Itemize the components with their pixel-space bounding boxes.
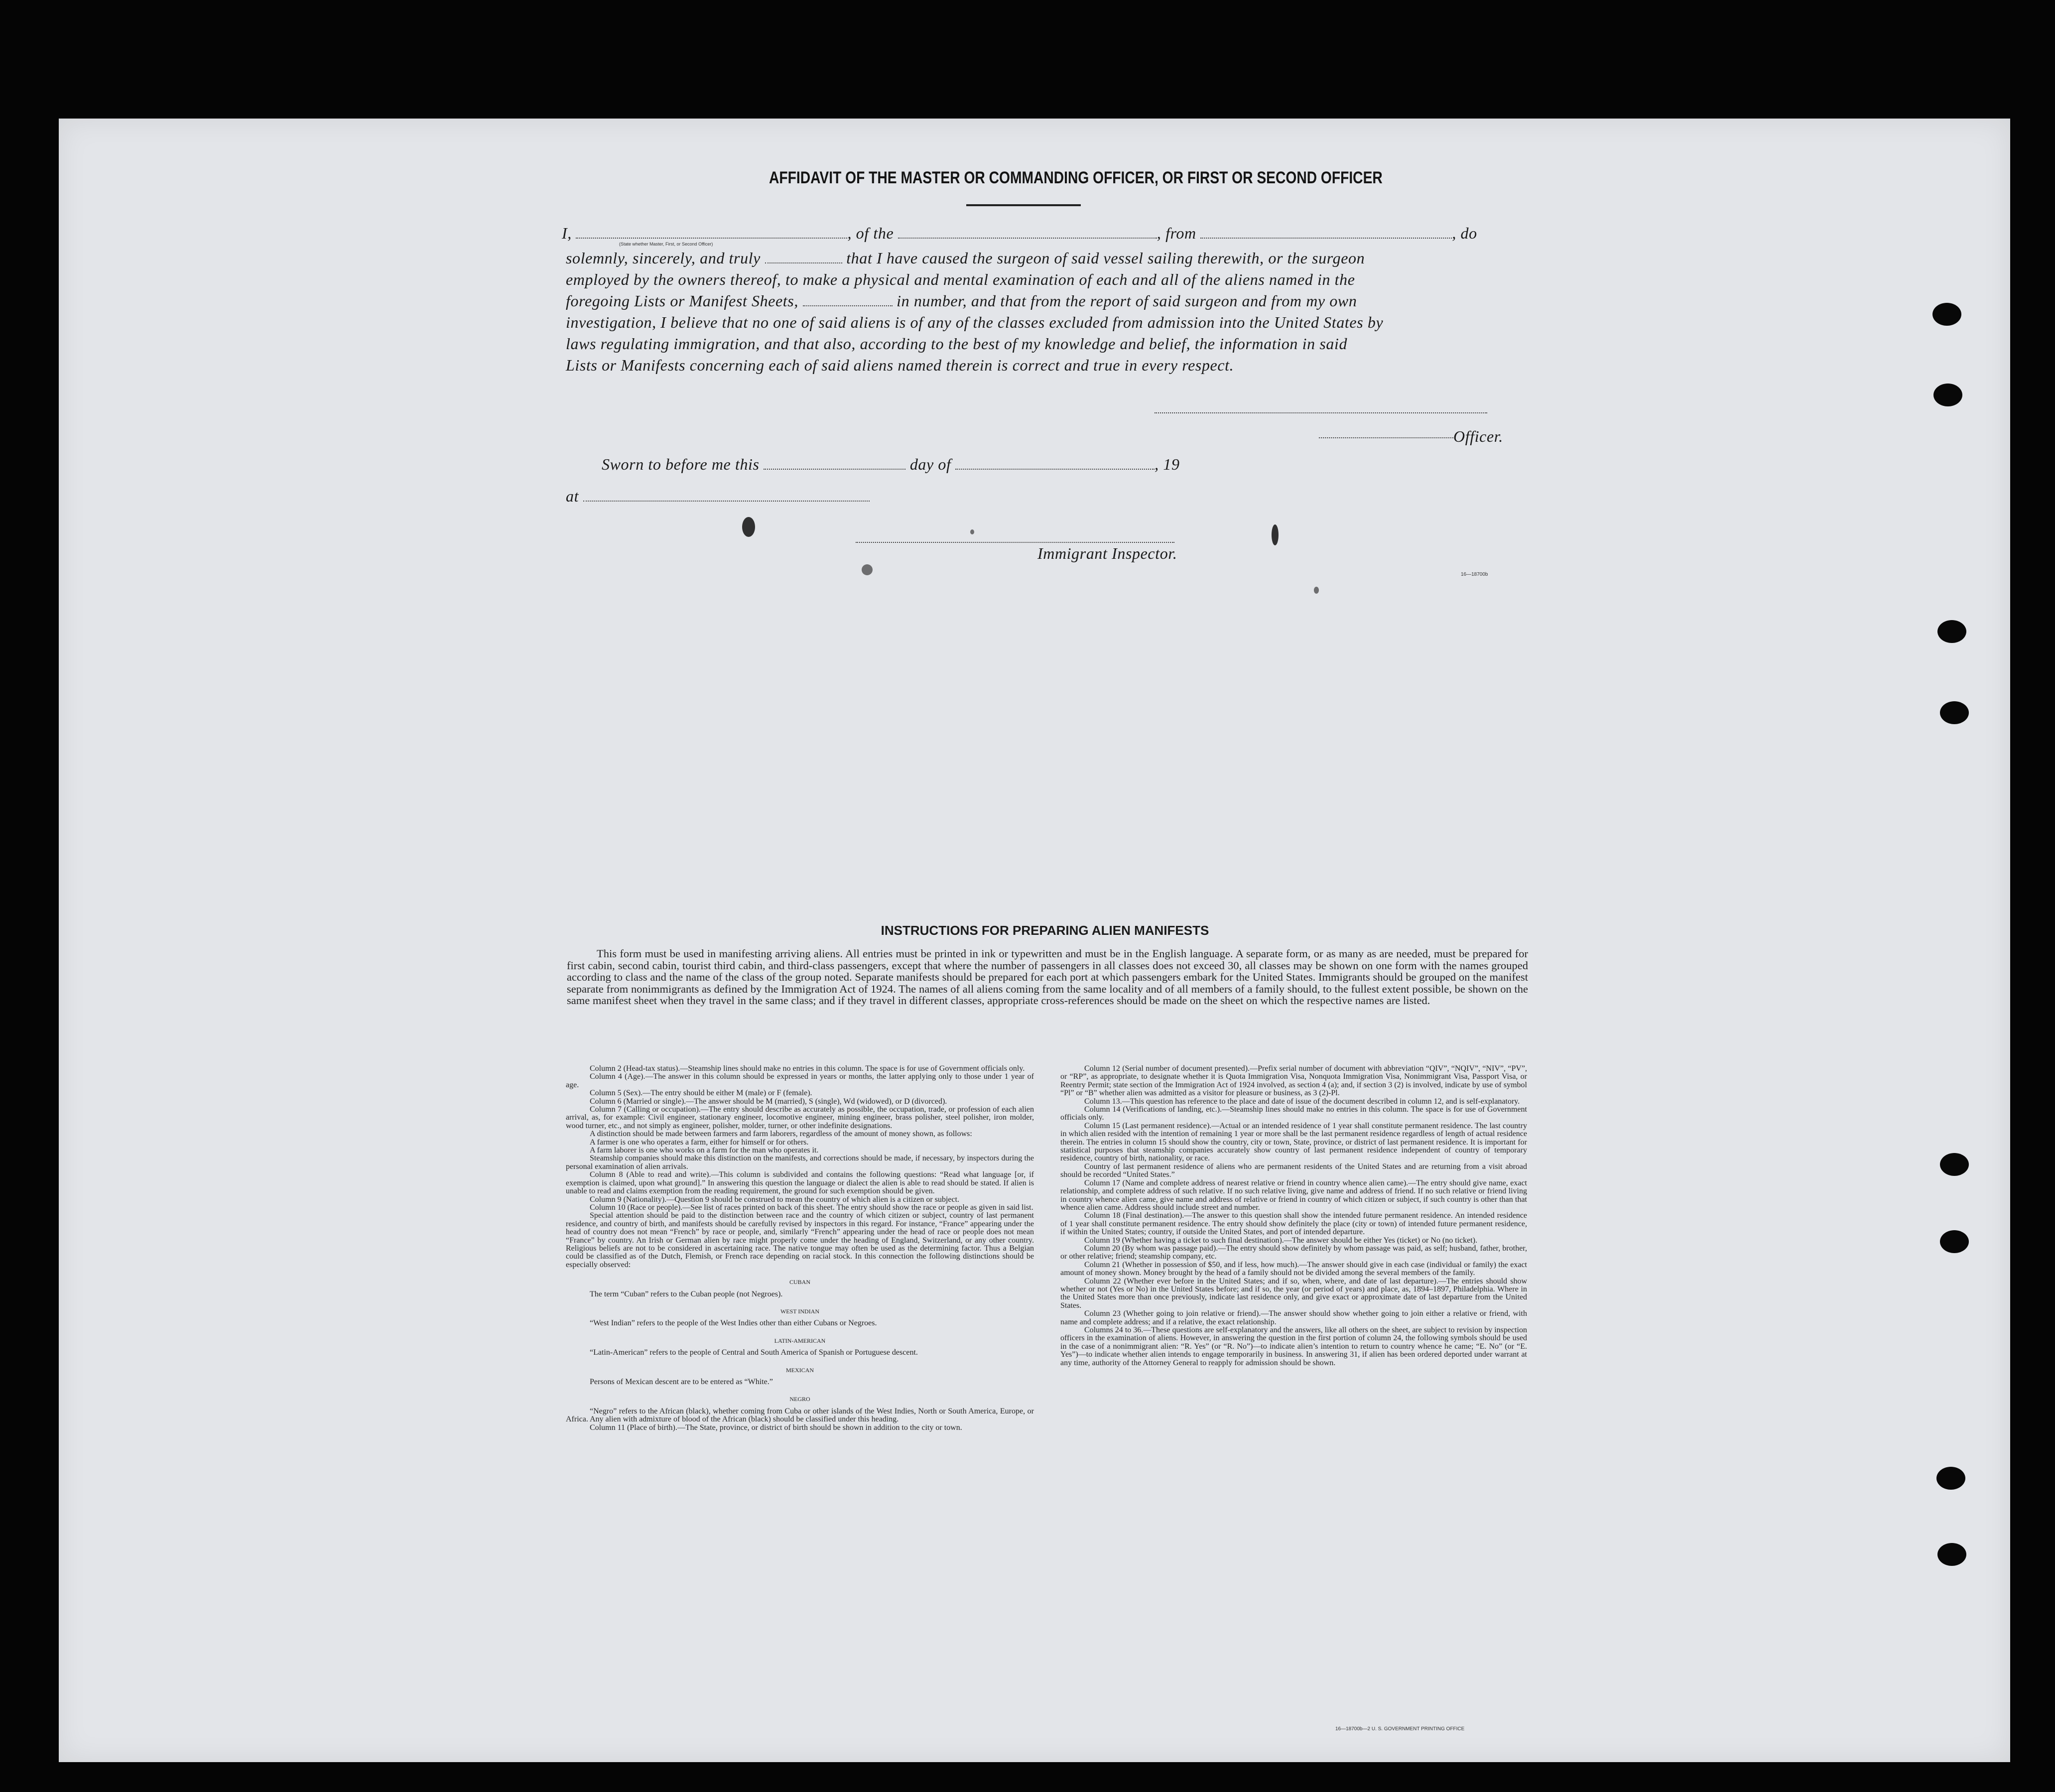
section-heading: MEXICAN <box>786 1366 814 1374</box>
alien-count-field[interactable] <box>803 304 893 306</box>
text-of-the: , of the <box>847 224 894 242</box>
instruction-paragraph: Special attention should be paid to the distinction between race and the country of which citizen or subject, country of last permanent residence, and country of birth, and manifests should be carefully revised by inspectors in this regard. For instance, “France” appearing under the head of country does not mean “French” by race or people, and, similarly “French” appearing under the head of race or people does not mean “France” by country. An Irish or German alien by race might properly come under the heading of England, Switzerland, or any other country. Religious beliefs are not to be considered in ascertaining race. The native tongue may often be used as the determining factor. Thus a Belgian could be classified as of the Dutch, Flemish, or French race depending on racial stock. In this connection the following distinctions should be especially observed: <box>566 1211 1034 1269</box>
instruction-paragraph: “Negro” refers to the African (black), whether coming from Cuba or other islands of the West Indies, North or South America, Europe, or Africa. Any alien with admixture of blood of the African (black) should be classified under this heading. <box>566 1407 1034 1424</box>
binder-hole <box>1937 1543 1966 1566</box>
gpo-footer: 16—18700b—2 U. S. GOVERNMENT PRINTING OFFICE <box>1335 1726 1465 1732</box>
instruction-paragraph: Column 8 (Able to read and write).—This column is subdivided and contains the following questions: “Read what language [or, if exemption is claimed, upon what ground].” In answering this question the language or dialect the alien is able to read should be stated. If alien is unable to read and claims exemption from the reading requirement, the ground for such exemption should be given. <box>566 1170 1034 1196</box>
instructions-title: INSTRUCTIONS FOR PREPARING ALIEN MANIFESTS <box>881 923 1209 938</box>
instruction-paragraph: The term “Cuban” refers to the Cuban people (not Negroes). <box>590 1289 783 1298</box>
signature-line[interactable] <box>1155 412 1487 413</box>
section-heading: CUBAN <box>789 1279 810 1286</box>
text-foregoing: foregoing Lists or Manifest Sheets, <box>566 292 798 310</box>
affidavit-line-3: employed by the owners thereof, to make a physical and mental examination of each and all of the aliens named in the <box>566 270 1355 288</box>
section-heading: LATIN-AMERICAN <box>774 1337 826 1344</box>
sworn-month-field[interactable] <box>955 468 1155 470</box>
section-heading: WEST INDIAN <box>780 1307 820 1315</box>
binder-hole <box>1940 1230 1969 1253</box>
text-at: at <box>566 487 579 505</box>
text-day-of: day of <box>909 455 951 473</box>
text-sworn: Sworn to before me this <box>602 455 760 473</box>
ink-stain <box>742 517 755 537</box>
section-heading: NEGRO <box>789 1396 810 1403</box>
instruction-paragraph: Steamship companies should make this distinction on the manifests, and corrections should be made, if necessary, by inspectors during the personal examination of alien arrivals. <box>566 1154 1034 1171</box>
binder-hole <box>1933 384 1962 406</box>
officer-rank-field[interactable] <box>576 237 847 239</box>
officer-label: Officer. <box>1453 427 1503 445</box>
instruction-paragraph: Persons of Mexican descent are to be entered as “White.” <box>590 1378 773 1386</box>
instruction-paragraph: Column 20 (By whom was passage paid).—The entry should show definitely by whom passage was paid, as self; husband, father, brother, or other relative; friend; steamship company, etc. <box>1060 1244 1527 1261</box>
text-i: I, <box>562 224 572 242</box>
instruction-paragraph: Column 22 (Whether ever before in the United States; and if so, when, where, and date of last departure).—The entries should show whether or not (Yes or No) in the United States before; and if so, the year (or period of years) and place, as, 1894–1897, Philadelphia. Where in the United States more than once previously, indicate last residence only, and give exact or approximate date of last departure from the United States. <box>1060 1277 1527 1310</box>
instruction-paragraph: A distinction should be made between farmers and farm laborers, regardless of the amount of money shown, as follows: <box>590 1130 972 1139</box>
rank-note: (State whether Master, First, or Second Officer) <box>619 242 713 247</box>
binder-hole <box>1932 303 1961 326</box>
title-rule <box>966 204 1081 206</box>
affidavit-line-4 <box>566 292 1357 310</box>
instruction-paragraph: A farm laborer is one who works on a farm for the man who operates it. <box>590 1146 819 1155</box>
instruction-paragraph: A farmer is one who operates a farm, either for himself or for others. <box>590 1138 809 1147</box>
affidavit-line-7: Lists or Manifests concerning each of said aliens named therein is correct and true in every respect. <box>566 356 1234 374</box>
instruction-paragraph: Country of last permanent residence of aliens who are permanent residents of the United States and are returning from a visit abroad should be recorded “United States.” <box>1060 1162 1527 1179</box>
at-line <box>566 487 870 506</box>
instruction-paragraph: Column 2 (Head-tax status).—Steamship lines should make no entries in this column. The space is for use of Government officials only. <box>590 1064 1025 1073</box>
affidavit-title: AFFIDAVIT OF THE MASTER OR COMMANDING OFFICER, OR FIRST OR SECOND OFFICER <box>769 168 1383 187</box>
instruction-paragraph: Column 7 (Calling or occupation).—The entry should describe as accurately as possible, the occupation, trade, or profession of each alien arrival, as, for example: Civil engineer, stationary engineer, locomotive engineer, mining engineer, brass polisher, steel polisher, iron molder, wood turner, etc., and not simply as engineer, polisher, molder, turner, or other indefinite designations. <box>566 1105 1034 1130</box>
instruction-paragraph: “Latin-American” refers to the people of Central and South America of Spanish or Portuguese descent. <box>590 1348 918 1357</box>
instruction-paragraph: Column 10 (Race or people).—See list of races printed on back of this sheet. The entry should show the race or people as given in said list. <box>590 1203 1033 1212</box>
inspector-signature-field[interactable] <box>856 542 1174 543</box>
binder-hole <box>1937 620 1966 643</box>
instruction-paragraph: Column 9 (Nationality).—Question 9 should be construed to mean the country of which alien is a citizen or subject. <box>590 1195 960 1204</box>
vessel-name-field[interactable] <box>898 237 1157 239</box>
ink-stain <box>862 564 873 575</box>
sworn-line <box>602 455 1180 474</box>
instruction-paragraph: “West Indian” refers to the people of the West Indies other than either Cubans or Negroes. <box>590 1319 877 1328</box>
text-surgeon: that I have caused the surgeon of said vessel sailing therewith, or the surgeon <box>846 249 1365 267</box>
instruction-paragraph: Column 6 (Married or single).—The answer should be M (married), S (single), Wd (widowed), or D (divorced). <box>590 1097 947 1106</box>
text-19: , 19 <box>1155 455 1180 473</box>
intro-text: This form must be used in manifesting arriving aliens. All entries must be printed in ink or typewritten and must be in the English language. A separate form, or as many as are needed, must be prepared for first cabin, second cabin, tourist third cabin, and third-class passengers, except that where the number of passengers in all classes does not exceed 30, all classes may be shown on one form with the names grouped according to class and the name of the class of the group noted. Separate manifests should be prepared for each port at which passengers embark for the United States. Immigrants should be grouped on the manifest separate from nonimmigrants as defined by the Immigration Act of 1924. The names of all aliens coming from the same locality and of all members of a family should, to the fullest extent possible, be shown on the same manifest sheet when they travel in the same class; and if they travel in different classes, appropriate cross-references should be made on the sheet on which the respective names are listed. <box>567 947 1528 1007</box>
instructions-left-column <box>566 1065 1034 1432</box>
ink-stain <box>970 529 974 534</box>
inspector-label: Immigrant Inspector. <box>1037 544 1177 562</box>
instruction-paragraph: Columns 24 to 36.—These questions are self-explanatory and the answers, like all others on the sheet, are subject to revision by inspection officers in the examination of aliens. However, in answering the question in the first portion of column 24, the following symbols should be used in the case of a nonimmigrant alien: “R. Yes” (or “R. No”)—to indicate alien’s intention to return to country whence he came; “E. No” (or “E. Yes”)—to indicate whether alien intends to engage temporarily in business. In answering 31, if alien has been ordered deported under warrant at any time, authority of the Attorney General to reapply for admission should be shown. <box>1060 1326 1527 1367</box>
instruction-paragraph: Column 23 (Whether going to join relative or friend).—The answer should show whether going to join either a relative or friend, with name and complete address; and if a relative, the exact relationship. <box>1060 1309 1527 1326</box>
affidavit-line-5: investigation, I believe that no one of said aliens is of any of the classes excluded from admission into the United States by <box>566 313 1384 331</box>
instruction-paragraph: Column 5 (Sex).—The entry should be either M (male) or F (female). <box>590 1089 812 1098</box>
affidavit-form-number: 16—18700b <box>1461 572 1488 577</box>
instruction-paragraph: Column 15 (Last permanent residence).—Actual or an intended residence of 1 year shall constitute permanent residence. The last country in which alien resided with the intention of remaining 1 year or more shall be the last permanent residence regardless of length of actual residence therein. The entries in column 15 should show the country, city or town, State, province, or district of last permanent residence. It is important for statistical purposes that steamship companies accurately show country of last permanent residence independent of country of temporary residence, country of birth, nationality, or race. <box>1060 1121 1527 1163</box>
instruction-paragraph: Column 21 (Whether in possession of $50, and if less, how much).—The answer should give in each case (individual or family) the exact amount of money shown. Money brought by the head of a family should not be divided among the several members of the family. <box>1060 1260 1527 1278</box>
sworn-place-field[interactable] <box>583 500 870 502</box>
instruction-paragraph: Column 11 (Place of birth).—The State, province, or district of birth should be shown in addition to the city or town. <box>590 1423 962 1432</box>
binder-hole <box>1940 701 1969 724</box>
instruction-paragraph: Column 4 (Age).—The answer in this column should be expressed in years or months, the latter applying only to those under 1 year of age. <box>566 1072 1034 1089</box>
text-solemnly: solemnly, sincerely, and truly <box>566 249 761 267</box>
text-do: , do <box>1452 224 1477 242</box>
affidavit-line-1 <box>562 224 1477 243</box>
manifest-back-sheet <box>59 119 2010 1762</box>
ink-stain <box>1272 524 1279 545</box>
instruction-paragraph: Column 14 (Verifications of landing, etc.).—Steamship lines should make no entries in this column. The space is for use of Government officials only. <box>1060 1105 1527 1122</box>
port-field[interactable] <box>1200 237 1452 239</box>
instructions-intro <box>567 948 1528 1007</box>
instruction-paragraph: Column 12 (Serial number of document presented).—Prefix serial number of document with abbreviation “QIV”, “NQIV”, “NIV”, “PV”, or “RP”, as appropriate, to designate whether it is Quota Immigration Visa, Nonquota Immigration Visa, Nonimmigrant Visa, Passport Visa, or Reentry Permit; state section of the Immigration Act of 1924 involved, as section 4 (a); and, if section 3 (2) is involved, indicate by use of symbol “Pl” or “B” whether alien was admitted as a visitor for pleasure or business, as 3 (2)-Pl. <box>1060 1064 1527 1098</box>
instructions-right-column <box>1060 1065 1527 1367</box>
sworn-day-field[interactable] <box>764 468 905 470</box>
text-from: , from <box>1156 224 1196 242</box>
affidavit-line-2 <box>566 249 1365 267</box>
oath-field[interactable] <box>765 261 842 263</box>
officer-signature-field[interactable] <box>1319 437 1453 438</box>
ink-stain <box>1314 587 1319 594</box>
instruction-paragraph: Column 17 (Name and complete address of nearest relative or friend in country whence alien came).—The entry should give name, exact relationship, and complete address of such relative. If no such relative living, give name and address of friend. If no such relative or friend living in country whence alien came, give name and address of relative or friend in country of which citizen or subject, if such country is other than that whence alien came. Address should include street and number. <box>1060 1178 1527 1212</box>
instruction-paragraph: Column 13.—This question has reference to the place and date of issue of the document described in column 12, and is self-explanatory. <box>1084 1097 1520 1106</box>
instruction-paragraph: Column 18 (Final destination).—The answer to this question shall show the intended future permanent residence. An intended residence of 1 year shall constitute permanent residence. The entry should show definitely the place (city or town) of intended future permanent residence, if within the United States; country, if outside the United States, and port of intended departure. <box>1060 1211 1527 1237</box>
instruction-paragraph: Column 19 (Whether having a ticket to such final destination).—The answer should be either Yes (ticket) or No (no ticket). <box>1084 1236 1478 1245</box>
binder-hole <box>1936 1467 1965 1490</box>
affidavit-line-6: laws regulating immigration, and that also, according to the best of my knowledge and belief, the information in said <box>566 335 1348 353</box>
binder-hole <box>1940 1153 1969 1176</box>
text-in-number: in number, and that from the report of said surgeon and from my own <box>897 292 1357 310</box>
